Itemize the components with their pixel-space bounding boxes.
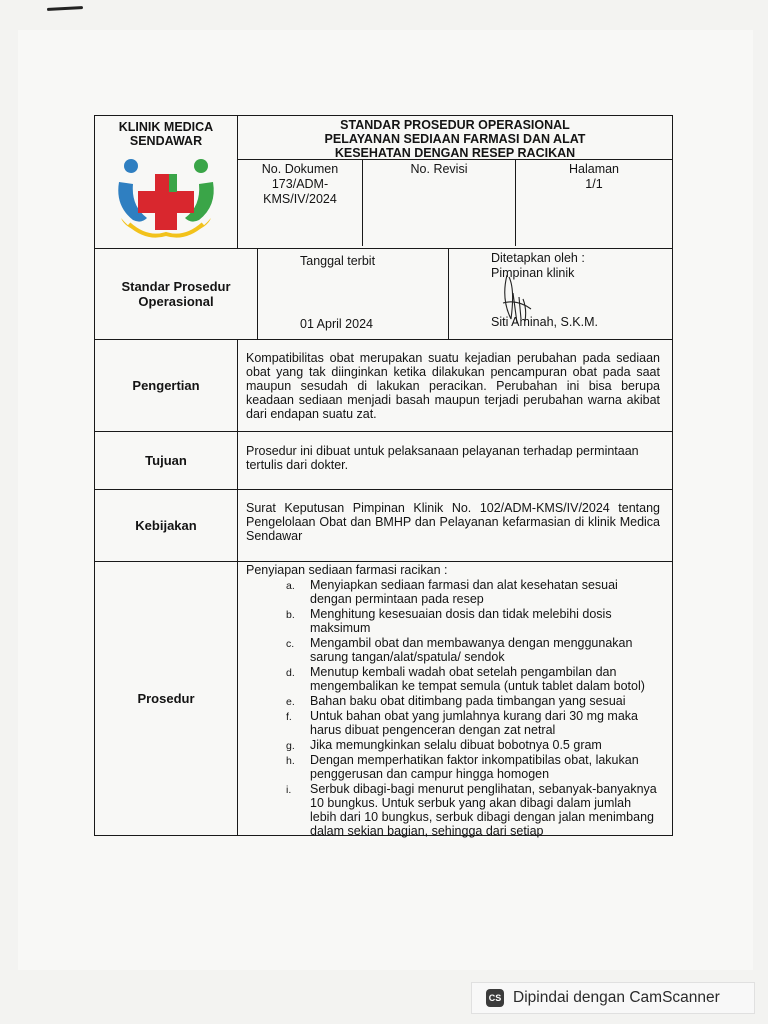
step-letter: f. [286, 711, 292, 723]
approver-role: Pimpinan klinik [491, 266, 575, 280]
camscanner-watermark [471, 982, 755, 1014]
document-title [238, 116, 672, 160]
purpose-text: Prosedur ini dibuat untuk pelaksanaan pelayanan terhadap permintaan tertulis dari dokter. [246, 444, 639, 472]
step-letter: g. [286, 740, 295, 752]
policy-text: Surat Keputusan Pimpinan Klinik No. 102/ADM-KMS/IV/2024 tentang Pengelolaan Obat dan BMHP dan Pelayanan kefarmasian di klinik Medica Sendawar [246, 501, 660, 543]
step-text: Menyiapkan sediaan farmasi dan alat kesehatan sesuai dengan permintaan pada resep [310, 578, 618, 606]
step-text: Serbuk dibagi-bagi menurut penglihatan, sebanyak-banyaknya 10 bungkus. Untuk serbuk yang akan dibagi dalam jumlah lebih dari 10 bungkus, serbuk dibagi dengan jalan menimbang dalam sekian bagian, sehingga dari setiap [310, 782, 657, 838]
title-line-2: PELAYANAN SEDIAAN FARMASI DAN ALAT [324, 132, 586, 146]
document-info [238, 160, 672, 246]
title-line-3: KESEHATAN DENGAN RESEP RACIKAN [334, 146, 576, 160]
sop-label: Standar Prosedur Operasional [95, 249, 258, 339]
step-text: Menutup kembali wadah obat setelah pengambilan dan mengembalikan ke tempat semula (untuk tablet dalam botol) [310, 665, 645, 693]
procedure-step [286, 607, 660, 635]
camscanner-label: Dipindai dengan CamScanner [513, 989, 720, 1006]
procedure-step [286, 694, 660, 708]
issue-date-value: 01 April 2024 [300, 317, 373, 331]
procedure-row [95, 561, 672, 838]
title-line-1: STANDAR PROSEDUR OPERASIONAL [340, 118, 570, 132]
clinic-cell [95, 116, 238, 248]
step-text: Untuk bahan obat yang jumlahnya kurang dari 30 mg maka harus dibuat pengenceran dengan zat netral [310, 709, 638, 737]
policy-row [95, 489, 672, 561]
step-letter: a. [286, 580, 295, 592]
clinic-name: KLINIK MEDICA SENDAWAR [118, 120, 214, 148]
doc-number-cell [238, 160, 363, 246]
signer-name: Siti Aminah, S.K.M. [491, 315, 598, 329]
step-letter: b. [286, 609, 295, 621]
camscanner-icon: CS [486, 989, 504, 1007]
issue-date-cell [258, 249, 449, 339]
page-cell [516, 160, 672, 246]
issuance-cell [258, 249, 672, 339]
policy-label: Kebijakan [95, 490, 238, 561]
step-letter: i. [286, 784, 292, 796]
title-cell [238, 116, 672, 248]
doc-number-label: No. Dokumen [261, 162, 339, 176]
procedure-label: Prosedur [95, 562, 238, 835]
sop-table [94, 115, 673, 836]
procedure-step [286, 636, 660, 664]
definition-label: Pengertian [95, 340, 238, 431]
step-letter: h. [286, 755, 295, 767]
definition-text: Kompatibilitas obat merupakan suatu kejadian perubahan pada sediaan obat yang tak diinginkan ketika dilakukan pencampuran obat pada saat maupun sesudah di lakukan peracikan. Perubahan ini bisa berupa keadaan sediaan menjadi basah maupun terjadi perubahan warna akibat dari endapan suatu zat. [246, 351, 660, 421]
revision-cell [363, 160, 516, 246]
step-text: Menghitung kesesuaian dosis dan tidak melebihi dosis maksimum [310, 607, 612, 635]
procedure-intro: Penyiapan sediaan farmasi racikan : [246, 563, 448, 577]
scan-mark [47, 6, 83, 11]
procedure-step [286, 709, 660, 737]
procedure-step [286, 738, 660, 752]
step-text: Dengan memperhatikan faktor inkompatibilas obat, lakukan penggerusan dan campur hingga homogen [310, 753, 639, 781]
step-text: Mengambil obat dan membawanya dengan menggunakan sarung tangan/alat/spatula/ sendok [310, 636, 633, 664]
approval-cell [449, 249, 672, 339]
procedure-step [286, 782, 660, 838]
procedure-steps [246, 578, 660, 838]
procedure-step [286, 578, 660, 606]
issue-date-label: Tanggal terbit [300, 254, 376, 268]
step-letter: e. [286, 696, 295, 708]
header-row [95, 116, 672, 248]
approved-by-label: Ditetapkan oleh : [491, 251, 585, 265]
step-text: Bahan baku obat ditimbang pada timbangan yang sesuai [310, 694, 626, 708]
revision-label: No. Revisi [410, 162, 468, 176]
doc-number-value: 173/ADM-KMS/IV/2024 [263, 177, 337, 206]
issuance-row [95, 248, 672, 339]
procedure-step [286, 665, 660, 693]
purpose-row [95, 431, 672, 489]
step-letter: c. [286, 638, 295, 650]
step-letter: d. [286, 667, 295, 679]
clinic-logo-icon [111, 154, 221, 242]
procedure-content [238, 562, 672, 838]
definition-row [95, 339, 672, 431]
procedure-step [286, 753, 660, 781]
page-label: Halaman [568, 162, 620, 176]
purpose-label: Tujuan [95, 432, 238, 489]
step-text: Jika memungkinkan selalu dibuat bobotnya 0.5 gram [310, 738, 602, 752]
page-value: 1/1 [585, 177, 603, 191]
